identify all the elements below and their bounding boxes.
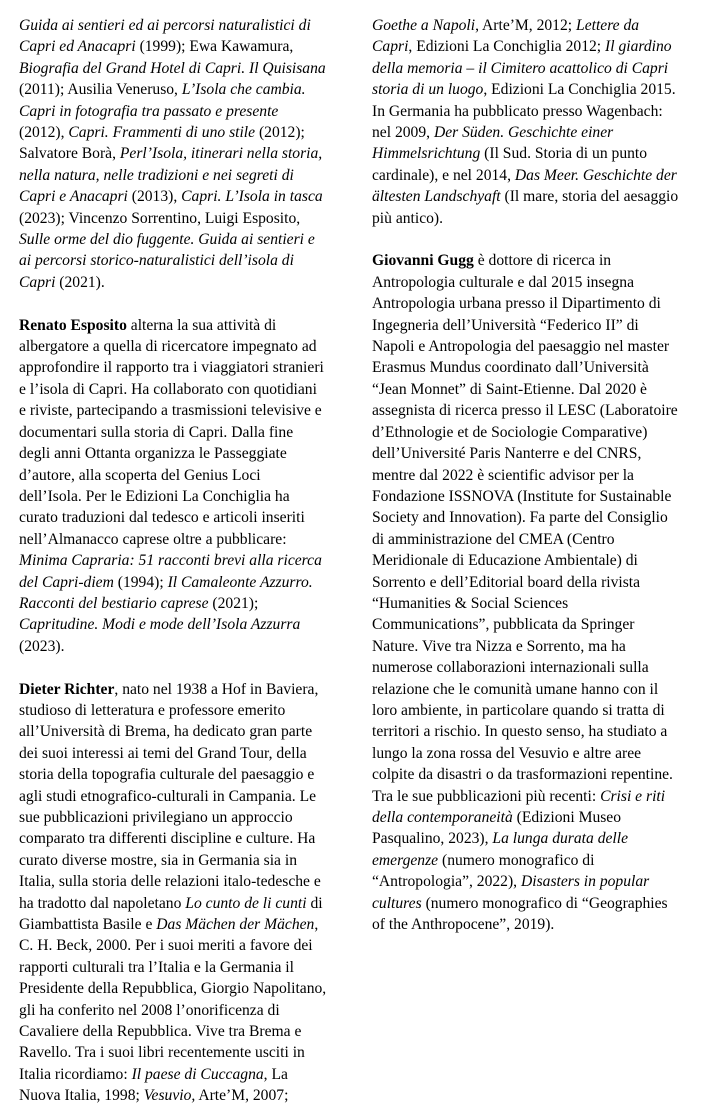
text-run: albergatore a quella di ricercatore impegnato ad [19, 338, 317, 356]
text-run: Meridionale di Educazione Ambientale) di [372, 552, 638, 570]
italic-title: Capri ed Anacapri [19, 38, 136, 56]
text-run: loro ambiente, in particolare quando si tratta di [372, 701, 665, 719]
text-run: Tra le sue pubblicazioni più recenti: [372, 787, 601, 805]
text-run: assegnista di ricerca presso il LESC (Laboratoire [372, 402, 678, 420]
italic-title: ältesten Landschyaft [372, 188, 501, 206]
text-run: of the Anthropocene”, 2019). [372, 916, 555, 934]
text-line [19, 721, 364, 742]
text-line [372, 465, 717, 486]
text-line [19, 58, 364, 79]
italic-title: Racconti del bestiario caprese [19, 594, 209, 612]
text-line [19, 400, 364, 421]
text-run: all’Università di Brema, ha dedicato gran parte [19, 723, 313, 741]
text-line [372, 593, 717, 614]
text-run: Italia ricordiamo: [19, 1065, 132, 1083]
italic-title: emergenze [372, 851, 439, 869]
bio-continuation [19, 15, 364, 293]
text-run: , [314, 916, 319, 934]
text-line [19, 486, 364, 507]
text-line [19, 208, 364, 229]
text-run: relazione che le comunità umane hanno con il [372, 680, 659, 698]
text-run: (1999); Ewa Kawamura, [135, 38, 294, 56]
text-run: Ingegneria dell’Università “Federico II” di [372, 316, 639, 334]
text-run: (2013), [127, 188, 182, 206]
text-line [19, 743, 364, 764]
text-run: rapporti culturali tra l’Italia e la Germania il [19, 958, 294, 976]
text-line [19, 315, 364, 336]
italic-title: nella natura, nelle tradizioni e nei segreti di [19, 166, 294, 184]
text-run: dell’Isola. Per le Edizioni La Conchiglia ha [19, 487, 290, 505]
right-column [372, 15, 717, 935]
text-line [372, 721, 717, 742]
text-line [19, 893, 364, 914]
author-name: Renato Esposito [19, 316, 127, 334]
text-run: , La [263, 1065, 288, 1083]
text-line [372, 58, 717, 79]
text-run: (2012); [255, 124, 305, 142]
text-line [19, 807, 364, 828]
italic-title: Lo cunto de li cunti [185, 894, 307, 912]
italic-title: Das Meer. Geschichte der [514, 166, 677, 184]
text-run: Erasmus Mundus coordinato dall’Università [372, 359, 649, 377]
text-line [372, 443, 717, 464]
text-line [372, 250, 717, 271]
text-line [19, 1085, 364, 1106]
text-line [19, 614, 364, 635]
italic-title: ai percorsi storico-naturalistici dell’isola di [19, 252, 294, 270]
bio-renato-esposito [19, 315, 364, 658]
bio-dieter-richter [19, 679, 364, 1107]
italic-title: storia di un luogo [372, 81, 484, 99]
text-run: Fondazione ISSNOVA (Institute for Sustainable [372, 487, 672, 505]
text-run: , Arte’M, 2012; [475, 17, 577, 34]
text-line [372, 357, 717, 378]
bio-giovanni-gugg [372, 250, 717, 935]
author-name: Giovanni Gugg [372, 252, 474, 270]
text-line [372, 743, 717, 764]
text-run: d’Ethnologie et de Sociologie Comparative) [372, 423, 648, 441]
text-run: sue pubblicazioni privilegiano un approccio [19, 809, 293, 826]
text-run: , nato nel 1938 a Hof in Baviera, [114, 680, 319, 698]
text-run: approfondire il rapporto tra i viaggiatori stranieri [19, 359, 324, 377]
text-run: Presidente della Repubblica, Giorgio Napolitano, [19, 980, 327, 998]
text-run: , Edizioni La Conchiglia 2012; [408, 38, 606, 56]
text-run: storia della topografia culturale del paesaggio e [19, 766, 315, 784]
text-run: Antropologia urbana presso il Dipartimento di [372, 295, 661, 313]
text-line [19, 357, 364, 378]
text-line [19, 143, 364, 164]
text-run: (2023); Vincenzo Sorrentino, Luigi Esposito, [19, 209, 301, 227]
text-run: d’autore, alla scoperta del Genius Loci [19, 466, 261, 484]
italic-title: Capri e Anacapri [19, 188, 128, 206]
text-line [19, 36, 364, 57]
text-line [372, 122, 717, 143]
text-run: “Humanities & Social Sciences [372, 594, 569, 612]
italic-title: Der Süden. Geschichte einer [433, 124, 614, 142]
italic-title: Perl’Isola, itinerari nella storia, [119, 145, 323, 163]
text-line [372, 807, 717, 828]
text-line [372, 165, 717, 186]
text-run: (numero monografico di “Geographies [421, 894, 668, 912]
text-run: (2021); [208, 594, 259, 612]
text-line [19, 122, 364, 143]
text-line [19, 272, 364, 293]
text-line [372, 101, 717, 122]
text-run: Cavaliere della Repubblica. Vive tra Brema e [19, 1023, 302, 1041]
text-line [19, 914, 364, 935]
left-column [19, 15, 364, 1107]
text-run: ha tradotto dal napoletano [19, 894, 186, 912]
text-line [372, 786, 717, 807]
text-line [372, 208, 717, 229]
text-line [19, 550, 364, 571]
text-run: alterna la sua attività di [126, 316, 277, 334]
italic-title: Himmelsrichtung [372, 145, 481, 163]
italic-title: Biografia del Grand Hotel di Capri. Il Quisisana [19, 59, 326, 77]
text-run: è dottore di ricerca in [473, 252, 612, 270]
text-line [19, 786, 364, 807]
text-line [19, 165, 364, 186]
text-line [372, 422, 717, 443]
text-run: territori a rischio. In questo senso, ha studiato a [372, 723, 668, 741]
text-run: Nuova Italia, 1998; [19, 1087, 144, 1105]
text-run: Italia, sulla storia delle relazioni italo-tedesche e [19, 873, 321, 891]
text-run: (2023). [19, 637, 65, 655]
text-line [19, 250, 364, 271]
text-run: più antico). [372, 209, 444, 227]
text-line [19, 336, 364, 357]
italic-title: Vesuvio, [143, 1087, 196, 1105]
text-line [19, 229, 364, 250]
text-run: Arte’M, 2007; [195, 1087, 289, 1105]
text-line [19, 529, 364, 550]
text-run: e riviste, partecipando a trasmissioni televisive e [19, 402, 322, 420]
text-run: Salvatore Borà, [19, 145, 120, 163]
text-line [19, 700, 364, 721]
italic-title: Guida ai sentieri ed ai percorsi naturalistici di [19, 17, 311, 34]
text-line [372, 486, 717, 507]
text-line [372, 143, 717, 164]
italic-title: Capri [19, 273, 56, 291]
text-line [372, 336, 717, 357]
italic-title: Das Mächen der Mächen [156, 916, 315, 934]
text-line [19, 679, 364, 700]
text-line [372, 850, 717, 871]
text-run: Nature. Vive tra Nizza e Sorrento, ma ha [372, 637, 626, 655]
italic-title: Il Camaleonte Azzurro. [167, 573, 313, 591]
text-run: (Il Sud. Storia di un punto [480, 145, 648, 163]
bio-richter-continuation [372, 15, 717, 229]
text-line [19, 850, 364, 871]
text-run: Ravello. Tra i suoi libri recentemente usciti in [19, 1044, 305, 1062]
text-line [19, 957, 364, 978]
text-run: Sorrento e dell’Editorial board della rivista [372, 573, 641, 591]
text-line [372, 550, 717, 571]
text-run: curato traduzioni dal tedesco e articoli inseriti [19, 509, 305, 527]
text-run: dell’Université Paris Nanterre e del CNRS, [372, 445, 642, 463]
italic-title: Capri [372, 38, 409, 56]
italic-title: Disasters in popular [520, 873, 650, 891]
text-run: e l’isola di Capri. Ha collaborato con quotidiani [19, 380, 317, 398]
text-line [372, 186, 717, 207]
text-line [19, 1064, 364, 1085]
text-run: Society and Innovation). Fa parte del Consiglio [372, 509, 668, 527]
text-run: “Jean Monnet” di Saint-Etienne. Dal 2020 è [372, 380, 647, 398]
italic-title: Lettere da [576, 17, 640, 34]
italic-title: Crisi e riti [600, 787, 666, 805]
text-run: (1994); [113, 573, 168, 591]
text-line [372, 507, 717, 528]
italic-title: Capritudine. Modi e mode dell’Isola Azzurra [19, 616, 301, 634]
author-name: Dieter Richter [19, 680, 115, 698]
text-line [19, 828, 364, 849]
text-line [372, 871, 717, 892]
text-line [372, 79, 717, 100]
text-line [19, 636, 364, 657]
text-run: gli ha conferito nel 2008 l’onorificenza di [19, 1001, 280, 1019]
text-run: colpite da disastri o da trasformazioni repentine. [372, 766, 673, 784]
text-line [372, 914, 717, 935]
italic-title: Minima Capraria: 51 racconti brevi alla ricerca [19, 552, 322, 570]
text-line [19, 101, 364, 122]
text-line [372, 614, 717, 635]
text-run: Giambattista Basile e [19, 916, 157, 934]
text-line [19, 1042, 364, 1063]
text-run: Antropologia culturale e dal 2015 insegna [372, 273, 634, 291]
text-line [372, 636, 717, 657]
text-line [19, 186, 364, 207]
italic-title: La lunga durata delle [492, 830, 628, 848]
italic-title: Il giardino [605, 38, 672, 56]
text-run: documentari sulla storia di Capri. Dalla fine [19, 423, 294, 441]
text-line [19, 465, 364, 486]
text-run: dei suoi interessi ai temi del Grand Tour, della [19, 744, 307, 762]
text-run: di [306, 894, 323, 912]
text-line [19, 593, 364, 614]
text-run: degli anni Ottanta organizza le Passeggiate [19, 445, 287, 463]
text-line [19, 79, 364, 100]
text-run: Communications”, pubblicata da Springer [372, 616, 635, 634]
text-run: nell’Almanacco caprese oltre a pubblicare: [19, 530, 287, 548]
text-line [372, 36, 717, 57]
italic-title: Capri. L’Isola in tasca [181, 188, 323, 206]
text-line [19, 1000, 364, 1021]
text-run: , Edizioni La Conchiglia 2015. [483, 81, 676, 99]
text-line [372, 529, 717, 550]
text-run: In Germania ha pubblicato presso Wagenbach: [372, 102, 663, 120]
italic-title: Sulle orme del dio fuggente. Guida ai sentieri e [19, 231, 315, 249]
text-run: nel 2009, [372, 124, 434, 142]
text-run: C. H. Beck, 2000. Per i suoi meriti a favore dei [19, 937, 313, 955]
text-run: Pasqualino, 2023), [372, 830, 493, 848]
text-line [372, 572, 717, 593]
text-line [19, 871, 364, 892]
text-run: mentre dal 2022 è scientific advisor per la [372, 466, 634, 484]
italic-title: della contemporaneità [372, 809, 513, 827]
italic-title: Capri in fotografia tra passato e presente [19, 102, 279, 120]
text-line [372, 893, 717, 914]
text-line [372, 293, 717, 314]
text-line [19, 443, 364, 464]
text-line [19, 935, 364, 956]
text-run: comparato tra differenti discipline e culture. Ha [19, 830, 316, 848]
text-line [372, 379, 717, 400]
text-line [19, 507, 364, 528]
text-run: lungo la zona rossa del Vesuvio e altre aree [372, 744, 642, 762]
italic-title: del Capri-diem [19, 573, 114, 591]
text-line [372, 828, 717, 849]
text-line [372, 272, 717, 293]
italic-title: Goethe a Napoli [372, 17, 476, 34]
text-line [372, 15, 717, 36]
text-run: di amministrazione del CMEA (Centro [372, 530, 615, 548]
text-line [19, 572, 364, 593]
italic-title: Il paese di Cuccagna [131, 1065, 264, 1083]
text-run: “Antropologia”, 2022), [372, 873, 521, 891]
text-line [372, 700, 717, 721]
text-line [19, 379, 364, 400]
text-run: cardinale), e nel 2014, [372, 166, 515, 184]
text-run: (Edizioni Museo [512, 809, 622, 827]
text-line [19, 422, 364, 443]
text-run: studioso di letteratura e professore emerito [19, 701, 286, 719]
text-run: (Il mare, storia del aesaggio [500, 188, 679, 206]
text-run: curato diverse mostre, sia in Germania sia in [19, 851, 297, 869]
text-run: (2021). [55, 273, 105, 291]
text-run: Napoli e Antropologia del paesaggio nel master [372, 338, 670, 356]
text-line [372, 315, 717, 336]
text-line [19, 978, 364, 999]
text-line [372, 657, 717, 678]
text-line [19, 764, 364, 785]
italic-title: L’Isola che cambia. [181, 81, 306, 99]
text-line [19, 15, 364, 36]
text-run: (2012), [19, 124, 69, 142]
text-line [19, 1021, 364, 1042]
text-run: agli studi etnografico-culturali in Campania. Le [19, 787, 317, 805]
italic-title: della memoria – il Cimitero acattolico di Capri [372, 59, 669, 77]
text-line [372, 679, 717, 700]
italic-title: cultures [372, 894, 422, 912]
text-line [372, 400, 717, 421]
text-run: (2011); Ausilia Veneruso, [19, 81, 182, 99]
text-line [372, 764, 717, 785]
text-run: numerose collaborazioni internazionali sulla [372, 659, 649, 677]
text-run: (numero monografico di [438, 851, 595, 869]
italic-title: Capri. Frammenti di uno stile [68, 124, 256, 142]
